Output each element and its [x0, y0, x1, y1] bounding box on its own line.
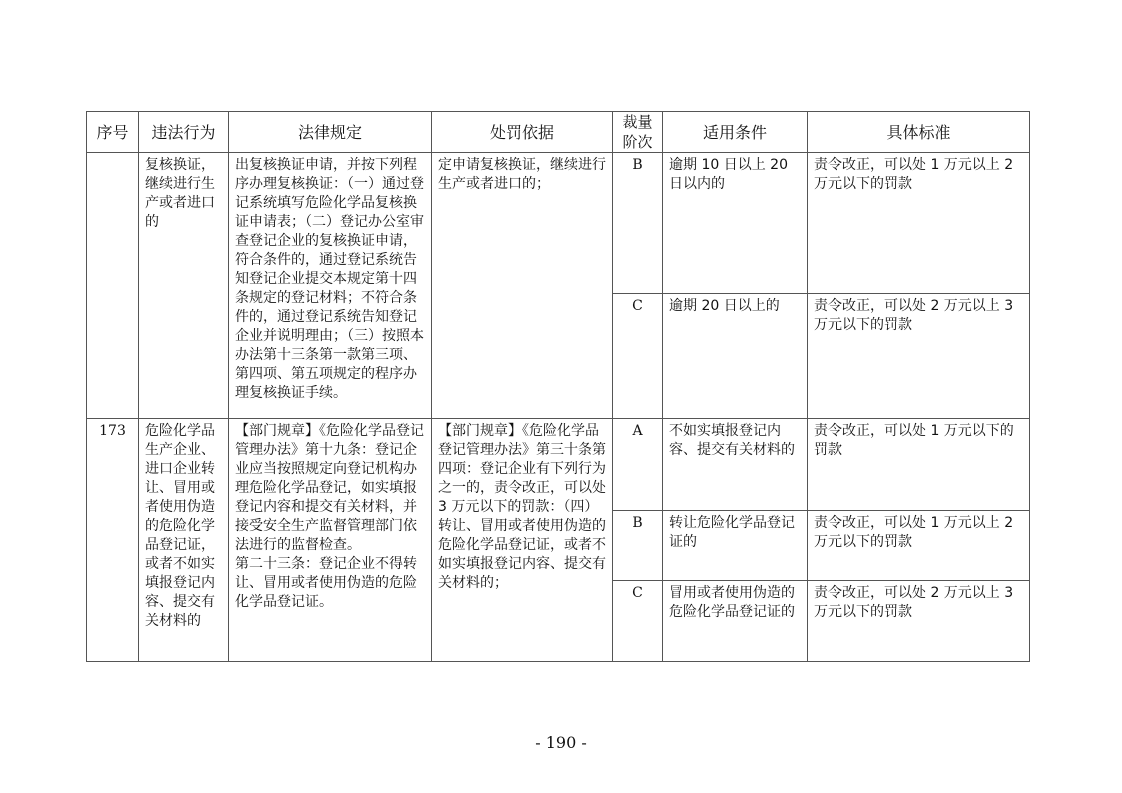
header-row — [87, 112, 1030, 153]
table-row — [87, 419, 1030, 511]
page-number: - 190 - — [535, 733, 587, 752]
row1-level-c: C — [613, 294, 663, 419]
row2-level-a: A — [613, 419, 663, 511]
row1-penalty-basis-cell: 定申请复核换证，继续进行生产或者进口的； — [432, 153, 613, 419]
row1-standard-b: 责令改正，可以处 1 万元以上 2 万元以下的罚款 — [808, 153, 1030, 294]
row1-condition-b: 逾期 10 日以上 20 日以内的 — [663, 153, 808, 294]
header-level: 裁量阶次 — [613, 112, 663, 153]
row2-penalty-basis-cell: 【部门规章】《危险化学品登记管理办法》第三十条第四项：登记企业有下列行为之一的，责令改正，可以处 3 万元以下的罚款：（四）转让、冒用或者使用伪造的危险化学品登记证，或者不如实填报登记内容、提交有关材料的； — [432, 419, 613, 662]
row1-level-b: B — [613, 153, 663, 294]
row1-law-cell: 出复核换证申请，并按下列程序办理复核换证：（一）通过登记系统填写危险化学品复核换证申请表；（二）登记办公室审查登记企业的复核换证申请，符合条件的，通过登记系统告知登记企业提交本规定第十四条规定的登记材料；不符合条件的，通过登记系统告知登记企业并说明理由；（三）按照本办法第十三条第一款第三项、第四项、第五项规定的程序办理复核换证手续。 — [229, 153, 432, 419]
row2-condition-a: 不如实填报登记内容、提交有关材料的 — [663, 419, 808, 511]
row2-level-c: C — [613, 581, 663, 662]
row1-condition-c: 逾期 20 日以上的 — [663, 294, 808, 419]
row2-condition-b: 转让危险化学品登记证的 — [663, 511, 808, 581]
header-seq: 序号 — [87, 112, 139, 153]
header-law: 法律规定 — [229, 112, 432, 153]
row2-seq-cell: 173 — [87, 419, 139, 662]
row2-law-paragraph-2: 第二十三条：登记企业不得转让、冒用或者使用伪造的危险化学品登记证。 — [235, 556, 417, 610]
row2-law-cell — [229, 419, 432, 662]
row1-behavior-cell: 复核换证，继续进行生产或者进口的 — [139, 153, 229, 419]
row2-standard-a: 责令改正，可以处 1 万元以下的罚款 — [808, 419, 1030, 511]
header-condition: 适用条件 — [663, 112, 808, 153]
row2-behavior-cell: 危险化学品生产企业、进口企业转让、冒用或者使用伪造的危险化学品登记证，或者不如实填报登记内容、提交有关材料的 — [139, 419, 229, 662]
header-behavior: 违法行为 — [139, 112, 229, 153]
header-penalty-basis: 处罚依据 — [432, 112, 613, 153]
table-row — [87, 153, 1030, 294]
row1-seq-cell — [87, 153, 139, 419]
header-standard: 具体标准 — [808, 112, 1030, 153]
row2-condition-c: 冒用或者使用伪造的危险化学品登记证的 — [663, 581, 808, 662]
penalty-table — [86, 111, 1030, 662]
row1-standard-c: 责令改正，可以处 2 万元以上 3 万元以下的罚款 — [808, 294, 1030, 419]
row2-law-paragraph-1: 【部门规章】《危险化学品登记管理办法》第十九条：登记企业应当按照规定向登记机构办理危险化学品登记，如实填报登记内容和提交有关材料，并接受安全生产监督管理部门依法进行的监督检查。 — [235, 423, 424, 553]
row2-standard-c: 责令改正，可以处 2 万元以上 3 万元以下的罚款 — [808, 581, 1030, 662]
row2-standard-b: 责令改正，可以处 1 万元以上 2 万元以下的罚款 — [808, 511, 1030, 581]
row2-level-b: B — [613, 511, 663, 581]
